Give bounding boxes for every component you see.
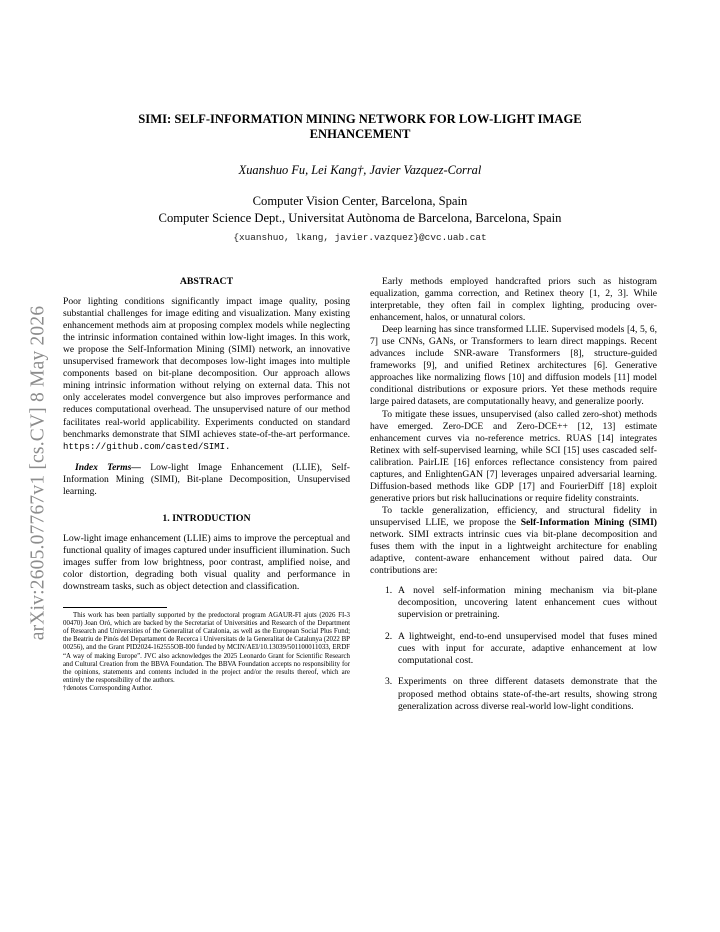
affiliation-1: Computer Vision Center, Barcelona, Spain bbox=[252, 194, 468, 208]
code-link[interactable]: https://github.com/casted/SIMI. bbox=[63, 441, 231, 452]
corresponding-author-note: †denotes Corresponding Author. bbox=[63, 684, 153, 692]
para5-tail: network. SIMI extracts intrinsic cues via bit-plane decomposition and fuses them with the input in a lightweight architecture for enabling adaptive, content-aware enhancement without paired data. Our contributions are: bbox=[370, 528, 657, 577]
list-item bbox=[370, 585, 657, 621]
list-item-number: 3. bbox=[385, 676, 393, 688]
contributions-list bbox=[370, 585, 657, 712]
arxiv-sidebar-stamp bbox=[22, 258, 54, 688]
affiliation-2: Computer Science Dept., Universitat Autònoma de Barcelona, Barcelona, Spain bbox=[158, 211, 562, 225]
author-list: Xuanshuo Fu, Lei Kang†, Javier Vazquez-Corral bbox=[238, 163, 482, 177]
intro-paragraph-4: To mitigate these issues, unsupervised (also called zero-shot) methods have emerged. Zero-DCE and Zero-DCE++ [12, 13] estimate enhancement curves via no-reference metrics. RUAS [14] integrates Retinex with self-supervised learning, while SCI [15] uses cascaded self-calibration. PairLIE [16] enforces reflectance consistency from paired captures, and EnlightenGAN [7] leverages unpaired adversarial learning. Diffusion-based methods like GDP [17] and FourierDiff [18] exploit generative priors but risk hallucinations or require fidelity constraints. bbox=[370, 408, 657, 504]
intro-paragraph-2: Early methods employed handcrafted priors such as histogram equalization, gamma correction, and Retinex theory [1, 2, 3]. While interpretable, they often fail in complex lighting, producing over-enhancement, halos, or unnatural colors. bbox=[370, 276, 657, 324]
list-item bbox=[370, 676, 657, 712]
list-item-text: A novel self-information mining mechanism via bit-plane decomposition, uncovering latent enhancement cues without supervision or pretraining. bbox=[398, 585, 657, 621]
index-terms-label: Index Terms— bbox=[75, 461, 141, 473]
abstract-text bbox=[63, 296, 350, 453]
author-emails: {xuanshuo, lkang, javier.vazquez}@cvc.uab.cat bbox=[233, 232, 487, 243]
left-column bbox=[63, 276, 350, 693]
intro-paragraph-3: Deep learning has since transformed LLIE. Supervised models [4, 5, 6, 7] use CNNs, GANs, or Transformers to learn direct mappings. Recent advances include SNR-aware Transformers [8], structure-guided frameworks [9], and unified Retinex architectures [6]. Generative approaches like normalizing flows [10] and diffusion models [11] model conditional distributions or exposure priors. Yet these methods require large paired datasets, are computationally heavy, and generalize poorly. bbox=[370, 324, 657, 408]
funding-footnote-text: This work has been partially supported by the predoctoral program AGAUR-FI ajuts (2026 FI-3 00470) Joan Oró, which are backed by the Secretariat of Universities and Research of the Department of Research and Universities of the Generalitat of Catalonia, as well as the European Social Plus Fund; the Beatriu de Pinós del Departament de Recerca i Universitats de la Generalitat de Catalunya (2022 BP 00256), and the Grant PID2024-162555OB-I00 funded by MCIN/AEI/10.13039/501100011033, ERDF “A way of making Europe”. JVC also acknowledges the 2025 Leonardo Grant for Scientific Research and Cultural Creation from the BBVA Foundation. The BBVA Foundation accepts no responsibility for the opinions, statements and contents included in the project and/or the results thereof, which are entirely the responsibility of the authors. bbox=[63, 612, 351, 684]
introduction-paragraph-1: Low-light image enhancement (LLIE) aims to improve the perceptual and functional quality of images captured under insufficient illumination. Such images suffer from low brightness, poor contrast, amplified noise, and color distortion, degrading both visual quality and performance in downstream tasks, such as object detection and classification. bbox=[63, 532, 350, 593]
funding-footnote bbox=[63, 612, 350, 693]
list-item bbox=[370, 631, 657, 667]
simi-bold-term: Self-Information Mining (SIMI) bbox=[520, 516, 657, 528]
list-item-number: 2. bbox=[385, 630, 393, 642]
list-item-number: 1. bbox=[385, 585, 393, 597]
para5-lead: To tackle generalization, efficiency, and structural fidelity in unsupervised LLIE, we propose the bbox=[370, 504, 657, 528]
right-column bbox=[370, 276, 657, 722]
intro-paragraph-5 bbox=[370, 505, 657, 577]
abstract-body: Poor lighting conditions significantly impact image quality, posing substantial challenges for image editing and visualization. Many existing enhancement methods aim at proposing complex models while neglecting the intrinsic information contained within low-light images. In this work, we propose the Self-Information Mining (SIMI) network, an innovative unsupervised framework that decomposes low-light images into multiple components based on bit-plane decomposition. Our approach allows mining intrinsic information without relying on external data. This not only accelerates model convergence but also improves performance and reduces computational overhead. The unsupervised nature of our method facilitates real-world applicability. Experiments conducted on standard benchmarks demonstrate that SIMI achieves state-of-the-art performance. bbox=[63, 296, 350, 440]
list-item-text: A lightweight, end-to-end unsupervised model that fuses mined cues with input for accurate, adaptive enhancement at low computational cost. bbox=[398, 630, 657, 666]
introduction-heading: 1. INTRODUCTION bbox=[162, 512, 251, 524]
arxiv-id-text: arXiv:2605.07767v1 [cs.CV] 8 May 2026 bbox=[27, 305, 48, 641]
index-terms-text: Low-light Image Enhancement (LLIE), Self-Information Mining (SIMI), Bit-plane Decomposition, Unsupervised learning. bbox=[63, 461, 350, 497]
paper-title bbox=[100, 112, 620, 142]
abstract-heading: ABSTRACT bbox=[179, 276, 234, 287]
title-line-2: ENHANCEMENT bbox=[309, 127, 411, 141]
index-terms bbox=[63, 462, 350, 498]
title-line-1: SIMI: SELF-INFORMATION MINING NETWORK FOR LOW-LIGHT IMAGE bbox=[138, 112, 582, 126]
footnote-divider bbox=[63, 607, 167, 608]
list-item-text: Experiments on three different datasets demonstrate that the proposed method obtains state-of-the-art results, showing strong generalization across diverse real-world low-light conditions. bbox=[398, 676, 657, 712]
